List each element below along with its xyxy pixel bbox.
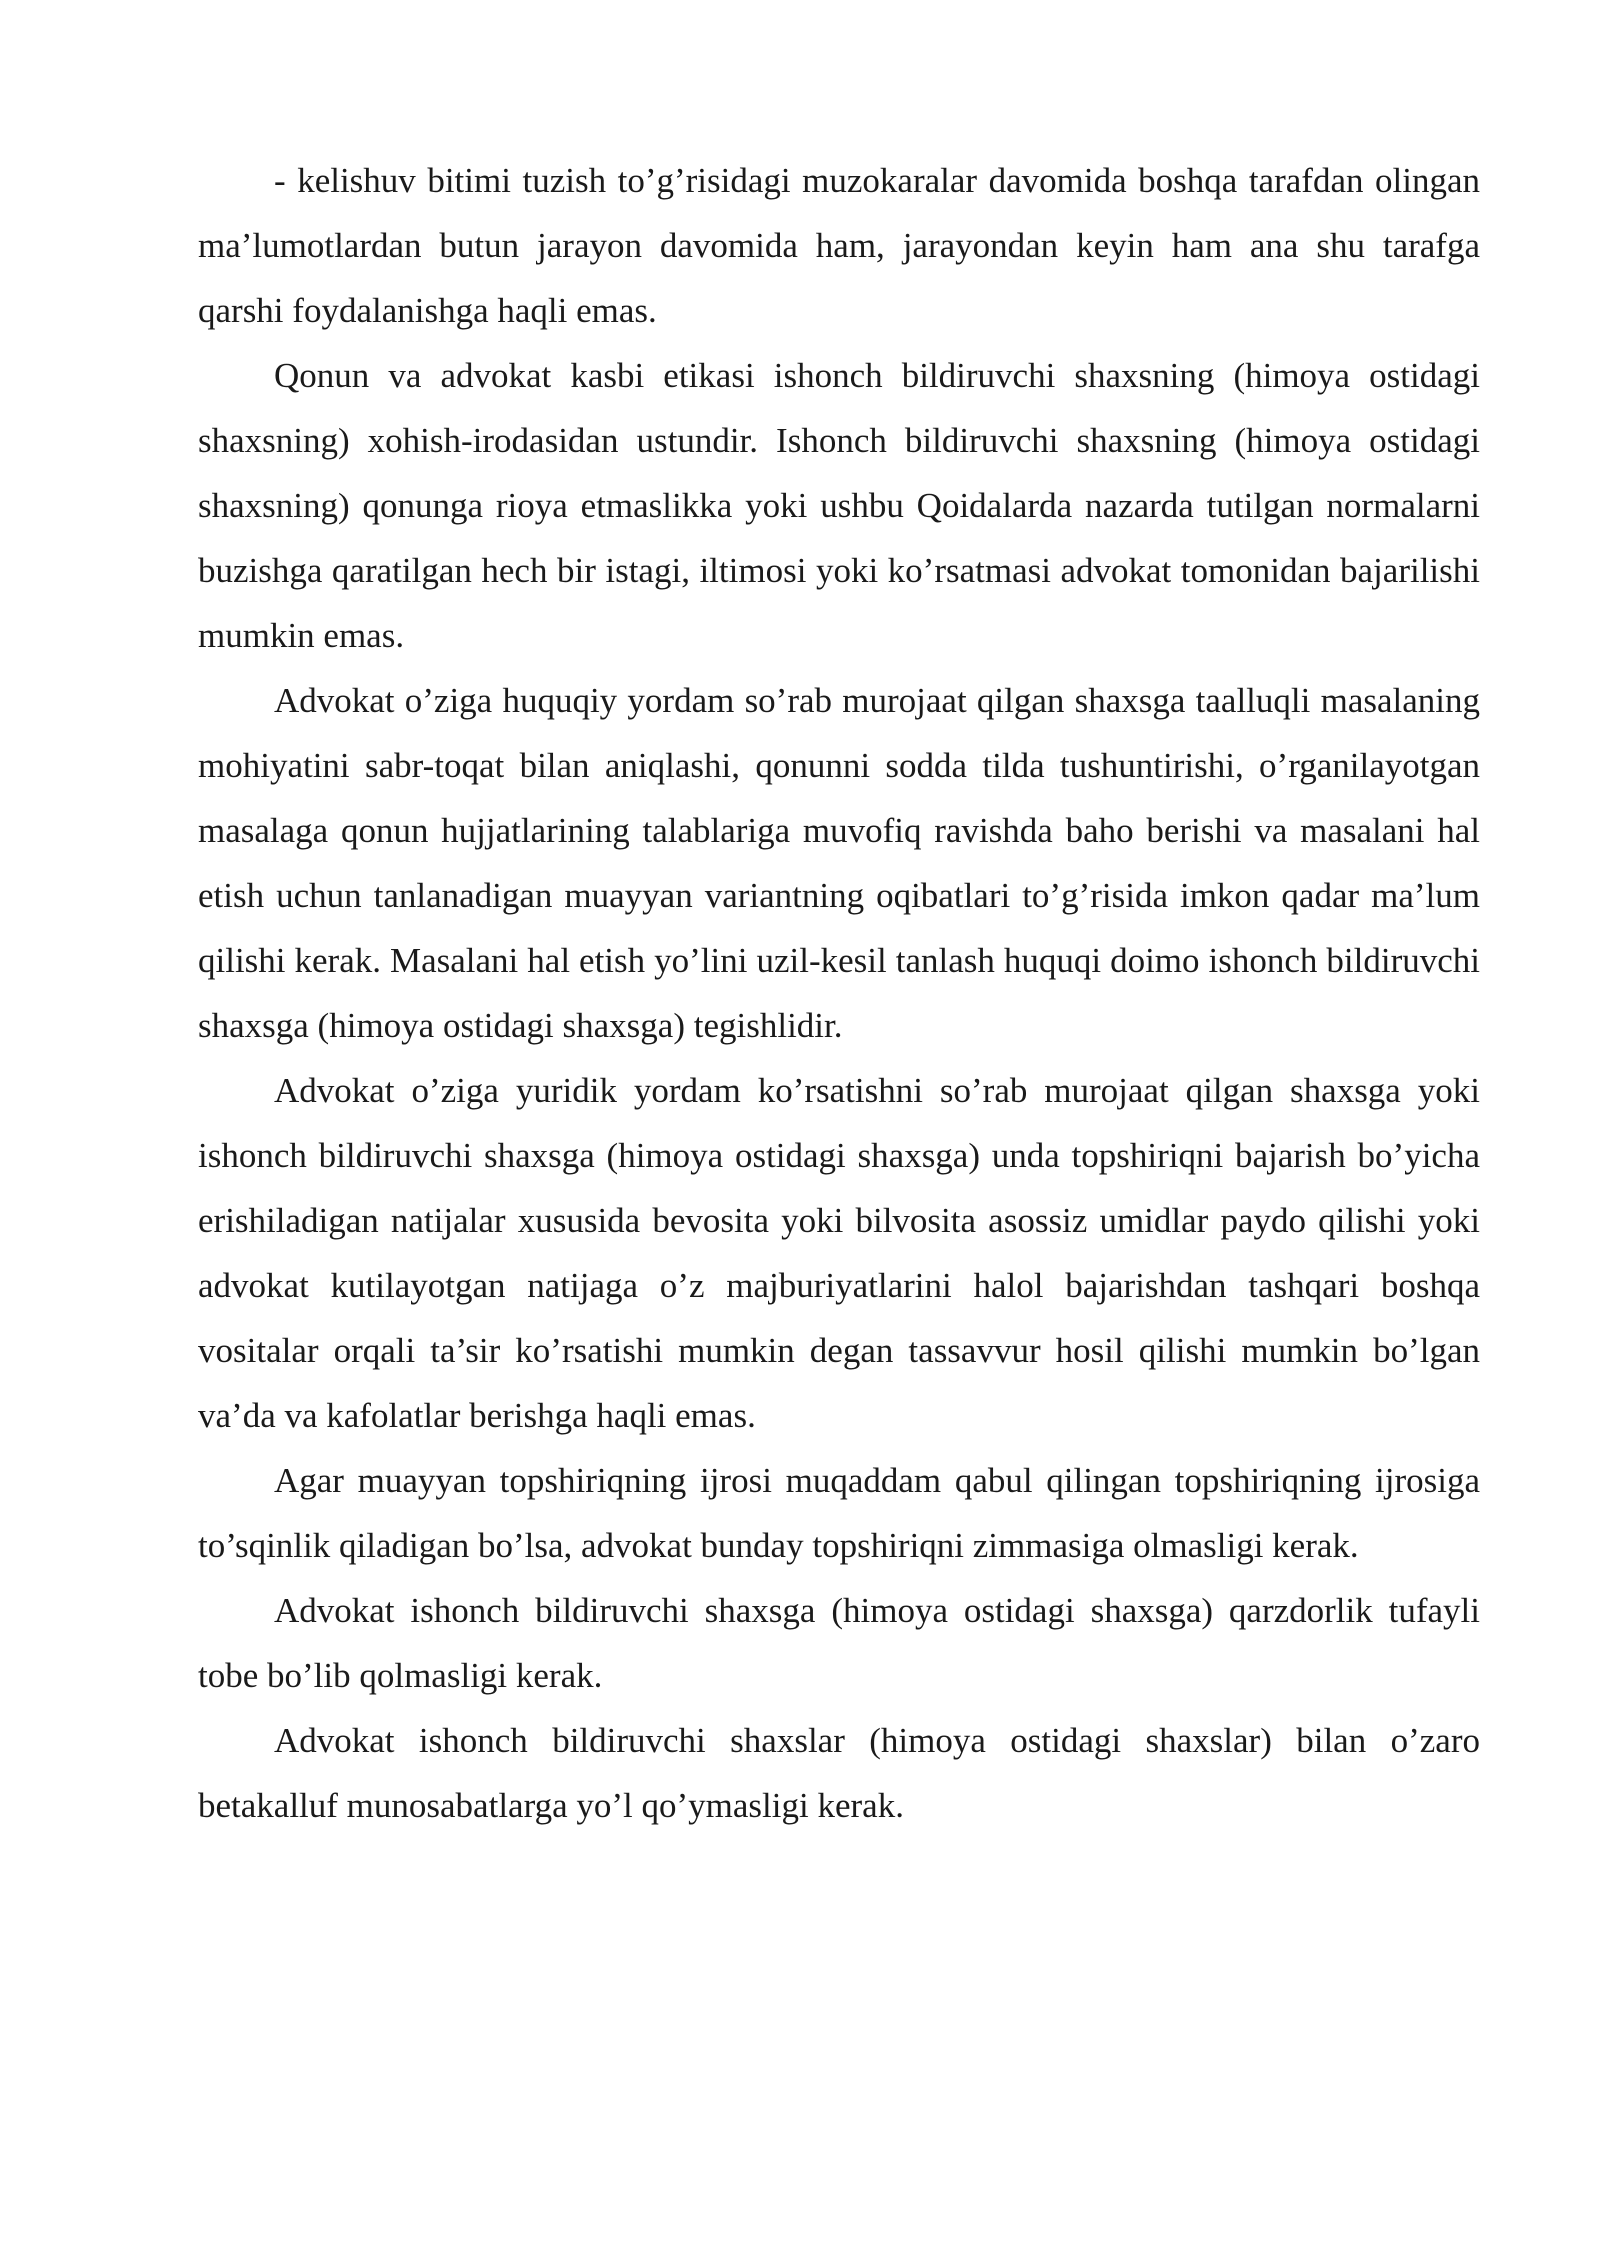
paragraph-7: Advokat ishonch bildiruvchi shaxslar (himoya ostidagi shaxslar) bilan o’zaro betakalluf munosabatlarga yo’l qo’ymasligi kerak.: [198, 1721, 1480, 1825]
paragraph-1: - kelishuv bitimi tuzish to’g’risidagi muzokaralar davomida boshqa tarafdan olingan ma’lumotlardan butun jarayon davomida ham, jarayondan keyin ham ana shu tarafga qarshi foydalanishga haqli emas.: [198, 161, 1480, 330]
paragraph-2: Qonun va advokat kasbi etikasi ishonch bildiruvchi shaxsning (himoya ostidagi shaxsning) xohish-irodasidan ustundir. Ishonch bildiruvchi shaxsning (himoya ostidagi shaxsning) qonunga rioya etmaslikka yoki ushbu Qoidalarda nazarda tutilgan normalarni buzishga qaratilgan hech bir istagi, iltimosi yoki ko’rsatmasi advokat tomonidan bajarilishi mumkin emas.: [198, 356, 1480, 655]
paragraph-3: Advokat o’ziga huquqiy yordam so’rab murojaat qilgan shaxsga taalluqli masalaning mohiyatini sabr-toqat bilan aniqlashi, qonunni sodda tilda tushuntirishi, o’rganilayotgan masalaga qonun hujjatlarining talablariga muvofiq ravishda baho berishi va masalani hal etish uchun tanlanadigan muayyan variantning oqibatlari to’g’risida imkon qadar ma’lum qilishi kerak. Masalani hal etish yo’lini uzil-kesil tanlash huquqi doimo ishonch bildiruvchi shaxsga (himoya ostidagi shaxsga) tegishlidir.: [198, 681, 1480, 1045]
paragraph-4: Advokat o’ziga yuridik yordam ko’rsatishni so’rab murojaat qilgan shaxsga yoki ishonch bildiruvchi shaxsga (himoya ostidagi shaxsga) unda topshiriqni bajarish bo’yicha erishiladigan natijalar xususida bevosita yoki bilvosita asossiz umidlar paydo qilishi yoki advokat kutilayotgan natijaga o’z majburiyatlarini halol bajarishdan tashqari boshqa vositalar orqali ta’sir ko’rsatishi mumkin degan tassavvur hosil qilishi mumkin bo’lgan va’da va kafolatlar berishga haqli emas.: [198, 1071, 1480, 1435]
paragraph-5: Agar muayyan topshiriqning ijrosi muqaddam qabul qilingan topshiriqning ijrosiga to’sqinlik qiladigan bo’lsa, advokat bunday topshiriqni zimmasiga olmasligi kerak.: [198, 1461, 1480, 1565]
paragraph-6: Advokat ishonch bildiruvchi shaxsga (himoya ostidagi shaxsga) qarzdorlik tufayli tobe bo’lib qolmasligi kerak.: [198, 1591, 1480, 1695]
document-page: [198, 148, 1480, 1838]
